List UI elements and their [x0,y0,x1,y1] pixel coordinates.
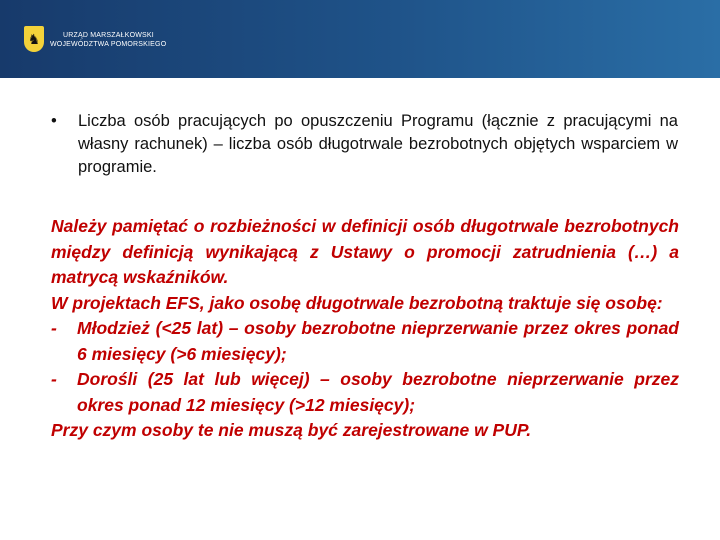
bullet-paragraph [51,110,678,179]
list-item: - Dorośli (25 lat lub więcej) – osoby bezrobotne nieprzerwanie przez okres ponad 12 miesięcy (>12 miesięcy); [51,369,679,415]
note-paragraph-2: W projektach EFS, jako osobę długotrwale bezrobotną traktuje się osobę: [51,292,663,313]
griffin-crest-icon: ♞ [24,26,44,52]
bullet-marker: • [51,112,57,130]
definition-note [51,214,679,444]
list-item-text: Młodzież (<25 lat) – osoby bezrobotne nieprzerwanie przez okres ponad 6 miesięcy (>6 miesięcy); [77,318,679,364]
note-paragraph-3: Przy czym osoby te nie muszą być zarejestrowane w PUP. [51,420,532,440]
header-banner [0,0,720,78]
org-line-1: URZĄD MARSZAŁKOWSKI [63,32,154,39]
note-paragraph-1: Należy pamiętać o rozbieżności w definicji osób długotrwale bezrobotnych między definicją wynikającą z Ustawy o promocji zatrudnienia (…) a matrycą wskaźników. [51,216,679,287]
organization-logo-text [50,31,166,49]
org-line-2: WOJEWÓDZTWA POMORSKIEGO [50,41,167,48]
bullet-text: Liczba osób pracujących po opuszczeniu Programu (łącznie z pracującymi na własny rachunek) – liczba osób długotrwale bezrobotnych objętych wsparciem w programie. [78,112,678,176]
list-item-text: Dorośli (25 lat lub więcej) – osoby bezrobotne nieprzerwanie przez okres ponad 12 miesięcy (>12 miesięcy); [77,369,679,415]
list-item: - Młodzież (<25 lat) – osoby bezrobotne nieprzerwanie przez okres ponad 6 miesięcy (>6 miesięcy); [51,318,679,364]
